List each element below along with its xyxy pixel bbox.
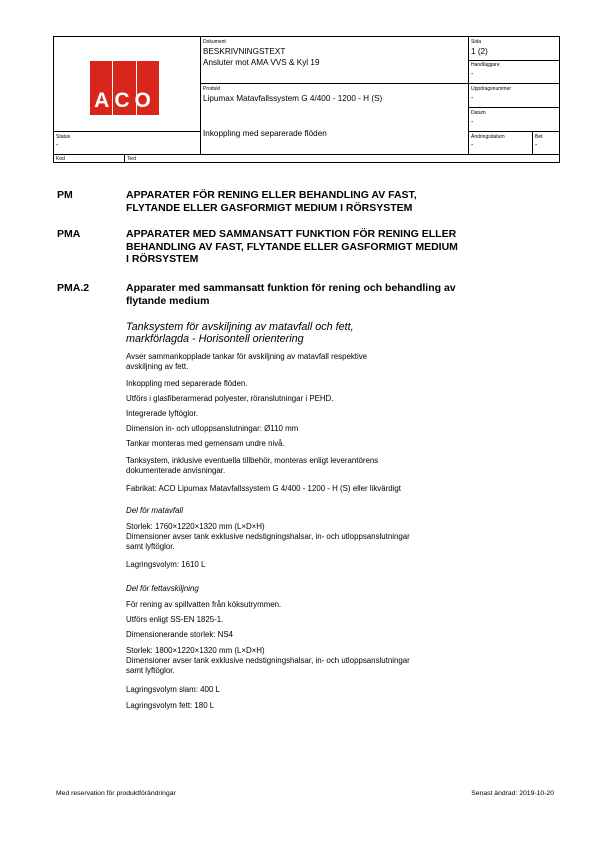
datum-value: - bbox=[471, 119, 474, 126]
pma-title-line3: I RÖRSYSTEM bbox=[126, 253, 199, 265]
status-label: Status bbox=[56, 134, 71, 140]
paragraph-8 bbox=[126, 484, 546, 494]
produkt-line2: Inkoppling med separerade flöden bbox=[203, 129, 327, 138]
fett-dim-line1: Dimensioner avser tank exklusive nedstigningshalsar, in- och utloppsanslutningar bbox=[126, 656, 410, 665]
frame-right bbox=[559, 36, 560, 163]
footer-reservation: Med reservation för produktförändringar bbox=[56, 790, 176, 797]
mat-size-text: Storlek: 1760×1220×1320 mm (L×D×H) bbox=[126, 522, 265, 531]
andringsdatum-value: - bbox=[471, 142, 474, 149]
bet-value: - bbox=[535, 142, 538, 149]
paragraph-4 bbox=[126, 409, 546, 419]
text-label: Text bbox=[127, 156, 137, 162]
p7-line2: dokumenterade anvisningar. bbox=[126, 465, 226, 475]
pma2-title-line2: flytande medium bbox=[126, 294, 210, 307]
andringsdatum-label: Ändringsdatum bbox=[471, 134, 505, 140]
mat-dimensions bbox=[126, 532, 546, 551]
fett-p3-text: Dimensionerande storlek: NS4 bbox=[126, 630, 234, 639]
kod-tick bbox=[124, 155, 125, 162]
fett-vol-slam bbox=[126, 685, 546, 695]
mat-size bbox=[126, 522, 546, 532]
col-divider-1 bbox=[200, 36, 201, 155]
paragraph-1 bbox=[126, 352, 546, 371]
fett-size bbox=[126, 646, 546, 656]
logo-text: ACO bbox=[94, 89, 156, 112]
pm-code: PM bbox=[57, 189, 73, 201]
dokument-line2: Ansluter mot AMA VVS & Kyl 19 bbox=[203, 58, 320, 67]
p2-text: Inkoppling med separerade flöden. bbox=[126, 379, 248, 388]
p5-text: Dimension in- och utloppsanslutningar: Ø110 mm bbox=[126, 424, 299, 433]
p3-text: Utförs i glasfiberarmerad polyester, röranslutningar i PEHD. bbox=[126, 394, 334, 403]
frame-top bbox=[53, 36, 560, 37]
mid-divider bbox=[200, 83, 468, 84]
pma-code: PMA bbox=[57, 228, 81, 240]
pma2-title-line1: Apparater med sammansatt funktion för rening och behandling av bbox=[126, 282, 456, 294]
p8-text: Fabrikat: ACO Lipumax Matavfallssystem G 4/400 - 1200 - H (S) eller likvärdigt bbox=[126, 484, 401, 493]
fett-p2 bbox=[126, 615, 546, 625]
fett-p1 bbox=[126, 600, 546, 610]
produkt-value: Lipumax Matavfallssystem G 4/400 - 1200 - H (S) bbox=[203, 94, 383, 103]
pma-title-line1: APPARATER MED SAMMANSATT FUNKTION FÖR RENING ELLER bbox=[126, 228, 457, 240]
dokument-label: Dokument bbox=[203, 39, 226, 45]
fett-vol-fett bbox=[126, 701, 546, 711]
p7-line1: Tanksystem, inklusive eventuella tillbehör, monteras enligt leverantörens bbox=[126, 456, 379, 465]
handlaggare-value: - bbox=[471, 71, 474, 78]
sida-label: Sida bbox=[471, 39, 482, 45]
right-div-3 bbox=[468, 107, 560, 108]
p1-line2: avskiljning av fett. bbox=[126, 361, 189, 371]
uppdragsnummer-value: - bbox=[471, 95, 474, 102]
mat-dim-line1: Dimensioner avser tank exklusive nedstigningshalsar, in- och utloppsanslutningar bbox=[126, 532, 410, 541]
fett-p3 bbox=[126, 630, 546, 640]
dokument-line1: BESKRIVNINGSTEXT bbox=[203, 47, 286, 56]
header-bottom-rule bbox=[53, 154, 560, 155]
p4-text: Integrerade lyftöglor. bbox=[126, 409, 198, 418]
right-div-1 bbox=[468, 60, 560, 61]
mat-volume bbox=[126, 560, 546, 570]
status-value: - bbox=[56, 142, 59, 149]
subtitle-line2: markförlagda - Horisontell orientering bbox=[126, 333, 304, 345]
paragraph-7 bbox=[126, 456, 546, 475]
right-div-4 bbox=[468, 131, 560, 132]
pma2-title bbox=[126, 282, 526, 307]
paragraph-5 bbox=[126, 424, 546, 434]
bet-label: Bet bbox=[535, 134, 543, 140]
footer-last-changed: Senast ändrad: 2019-10-20 bbox=[471, 790, 554, 797]
datum-label: Datum bbox=[471, 110, 486, 116]
subtitle bbox=[126, 321, 526, 345]
fett-dimensions bbox=[126, 656, 546, 675]
p6-text: Tankar monteras med gemensam undre nivå. bbox=[126, 439, 285, 448]
frame-left bbox=[53, 36, 54, 163]
col-divider-2 bbox=[468, 36, 469, 155]
pm-title-line2: FLYTANDE ELLER GASFORMIGT MEDIUM I RÖRSYSTEM bbox=[126, 201, 413, 214]
fett-vol-fett-text: Lagringsvolym fett: 180 L bbox=[126, 701, 215, 710]
fett-heading: Del för fettavskiljning bbox=[126, 584, 199, 593]
fett-dim-line2: samt lyftöglor. bbox=[126, 665, 175, 675]
mat-heading: Del för matavfall bbox=[126, 506, 184, 515]
fett-size-text: Storlek: 1800×1220×1320 mm (L×D×H) bbox=[126, 646, 265, 655]
kod-label: Kod bbox=[56, 156, 65, 162]
subtitle-line1: Tanksystem för avskiljning av matavfall och fett, bbox=[126, 321, 354, 333]
pma-title bbox=[126, 228, 526, 266]
pma2-code: PMA.2 bbox=[57, 282, 90, 294]
paragraph-3 bbox=[126, 394, 546, 404]
p1-line1: Avser sammankopplade tankar för avskiljning av matavfall respektive bbox=[126, 352, 368, 361]
uppdragsnummer-label: Uppdragsnummer bbox=[471, 86, 512, 92]
handlaggare-label: Handläggare bbox=[471, 62, 500, 68]
pma-title-line2: BEHANDLING AV FAST, FLYTANDE ELLER GASFORMIGT MEDIUM bbox=[126, 240, 458, 253]
paragraph-6 bbox=[126, 439, 546, 449]
pm-title-line1: APPARATER FÖR RENING ELLER BEHANDLING AV FAST, bbox=[126, 189, 417, 201]
pm-title bbox=[126, 189, 526, 214]
right-div-2 bbox=[468, 83, 560, 84]
fett-p1-text: För rening av spillvatten från köksutrymmen. bbox=[126, 600, 282, 609]
status-divider bbox=[53, 131, 200, 132]
bet-divider bbox=[532, 131, 533, 155]
aco-logo bbox=[90, 61, 160, 115]
paragraph-2 bbox=[126, 379, 546, 389]
mat-volume-text: Lagringsvolym: 1610 L bbox=[126, 560, 206, 569]
kod-row-bottom bbox=[53, 162, 560, 163]
produkt-label: Produkt bbox=[203, 86, 221, 92]
fett-p2-text: Utförs enligt SS-EN 1825-1. bbox=[126, 615, 224, 624]
sida-value: 1 (2) bbox=[471, 47, 488, 56]
fett-vol-slam-text: Lagringsvolym slam: 400 L bbox=[126, 685, 220, 694]
mat-dim-line2: samt lyftöglor. bbox=[126, 541, 175, 551]
